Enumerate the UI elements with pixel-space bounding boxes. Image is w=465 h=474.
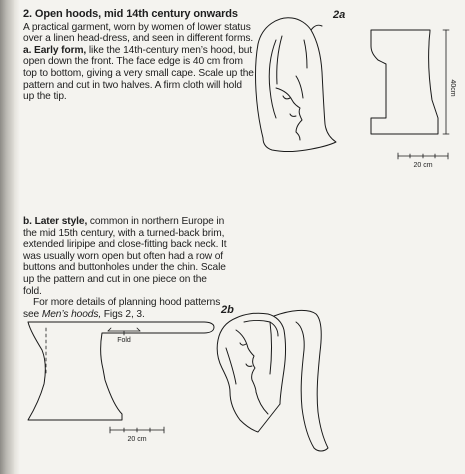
figure-2a-height-label: 40cm [449,79,456,97]
figure-2a-label: 2a [333,9,346,21]
figure-2b-hood-illustration [217,310,328,451]
figure-2a-pattern-piece [371,30,449,134]
later-style-lead: b. Later style, [23,216,88,227]
figure-2b-label: 2b [221,304,234,316]
figure-2a-scale-label: 20 cm [413,162,433,169]
figure-2b-scale-label: 20 cm [127,436,147,443]
figure-2b-scale-bar [110,427,164,433]
figure-2a-scale-bar [398,153,448,159]
early-form-body: like the 14th-century men’s hood, but open down the front. The face edge is 40 cm from top to bottom, giving a very small cape. Scale up the pattern and cut in two halves. A firm cloth will hold up the tip. [23,44,254,103]
reference-prefix: For more details of planning hood patterns see [23,297,221,320]
early-form-lead: a. Early form, [23,44,87,56]
figure-2a-hood-illustration [256,18,336,152]
intro-paragraph: A practical garment, worn by women of lower status over a linen head-dress, and seen in different forms. [23,21,254,45]
reference-title: Men’s hoods, [41,308,102,320]
figure-2b-fold-label: Fold [117,337,131,344]
later-style-body: common in northern Europe in the mid 15th century, with a turned-back brim, extended liripipe and close-fitting back neck. It was usually worn open but often had a row of buttons and buttonholes under the chin. Scale up the pattern and cut in one piece on the fold. [23,216,227,297]
section-heading: 2. Open hoods, mid 14th century onwards [23,8,238,20]
reference-suffix: Figs 2, 3. [101,308,145,320]
